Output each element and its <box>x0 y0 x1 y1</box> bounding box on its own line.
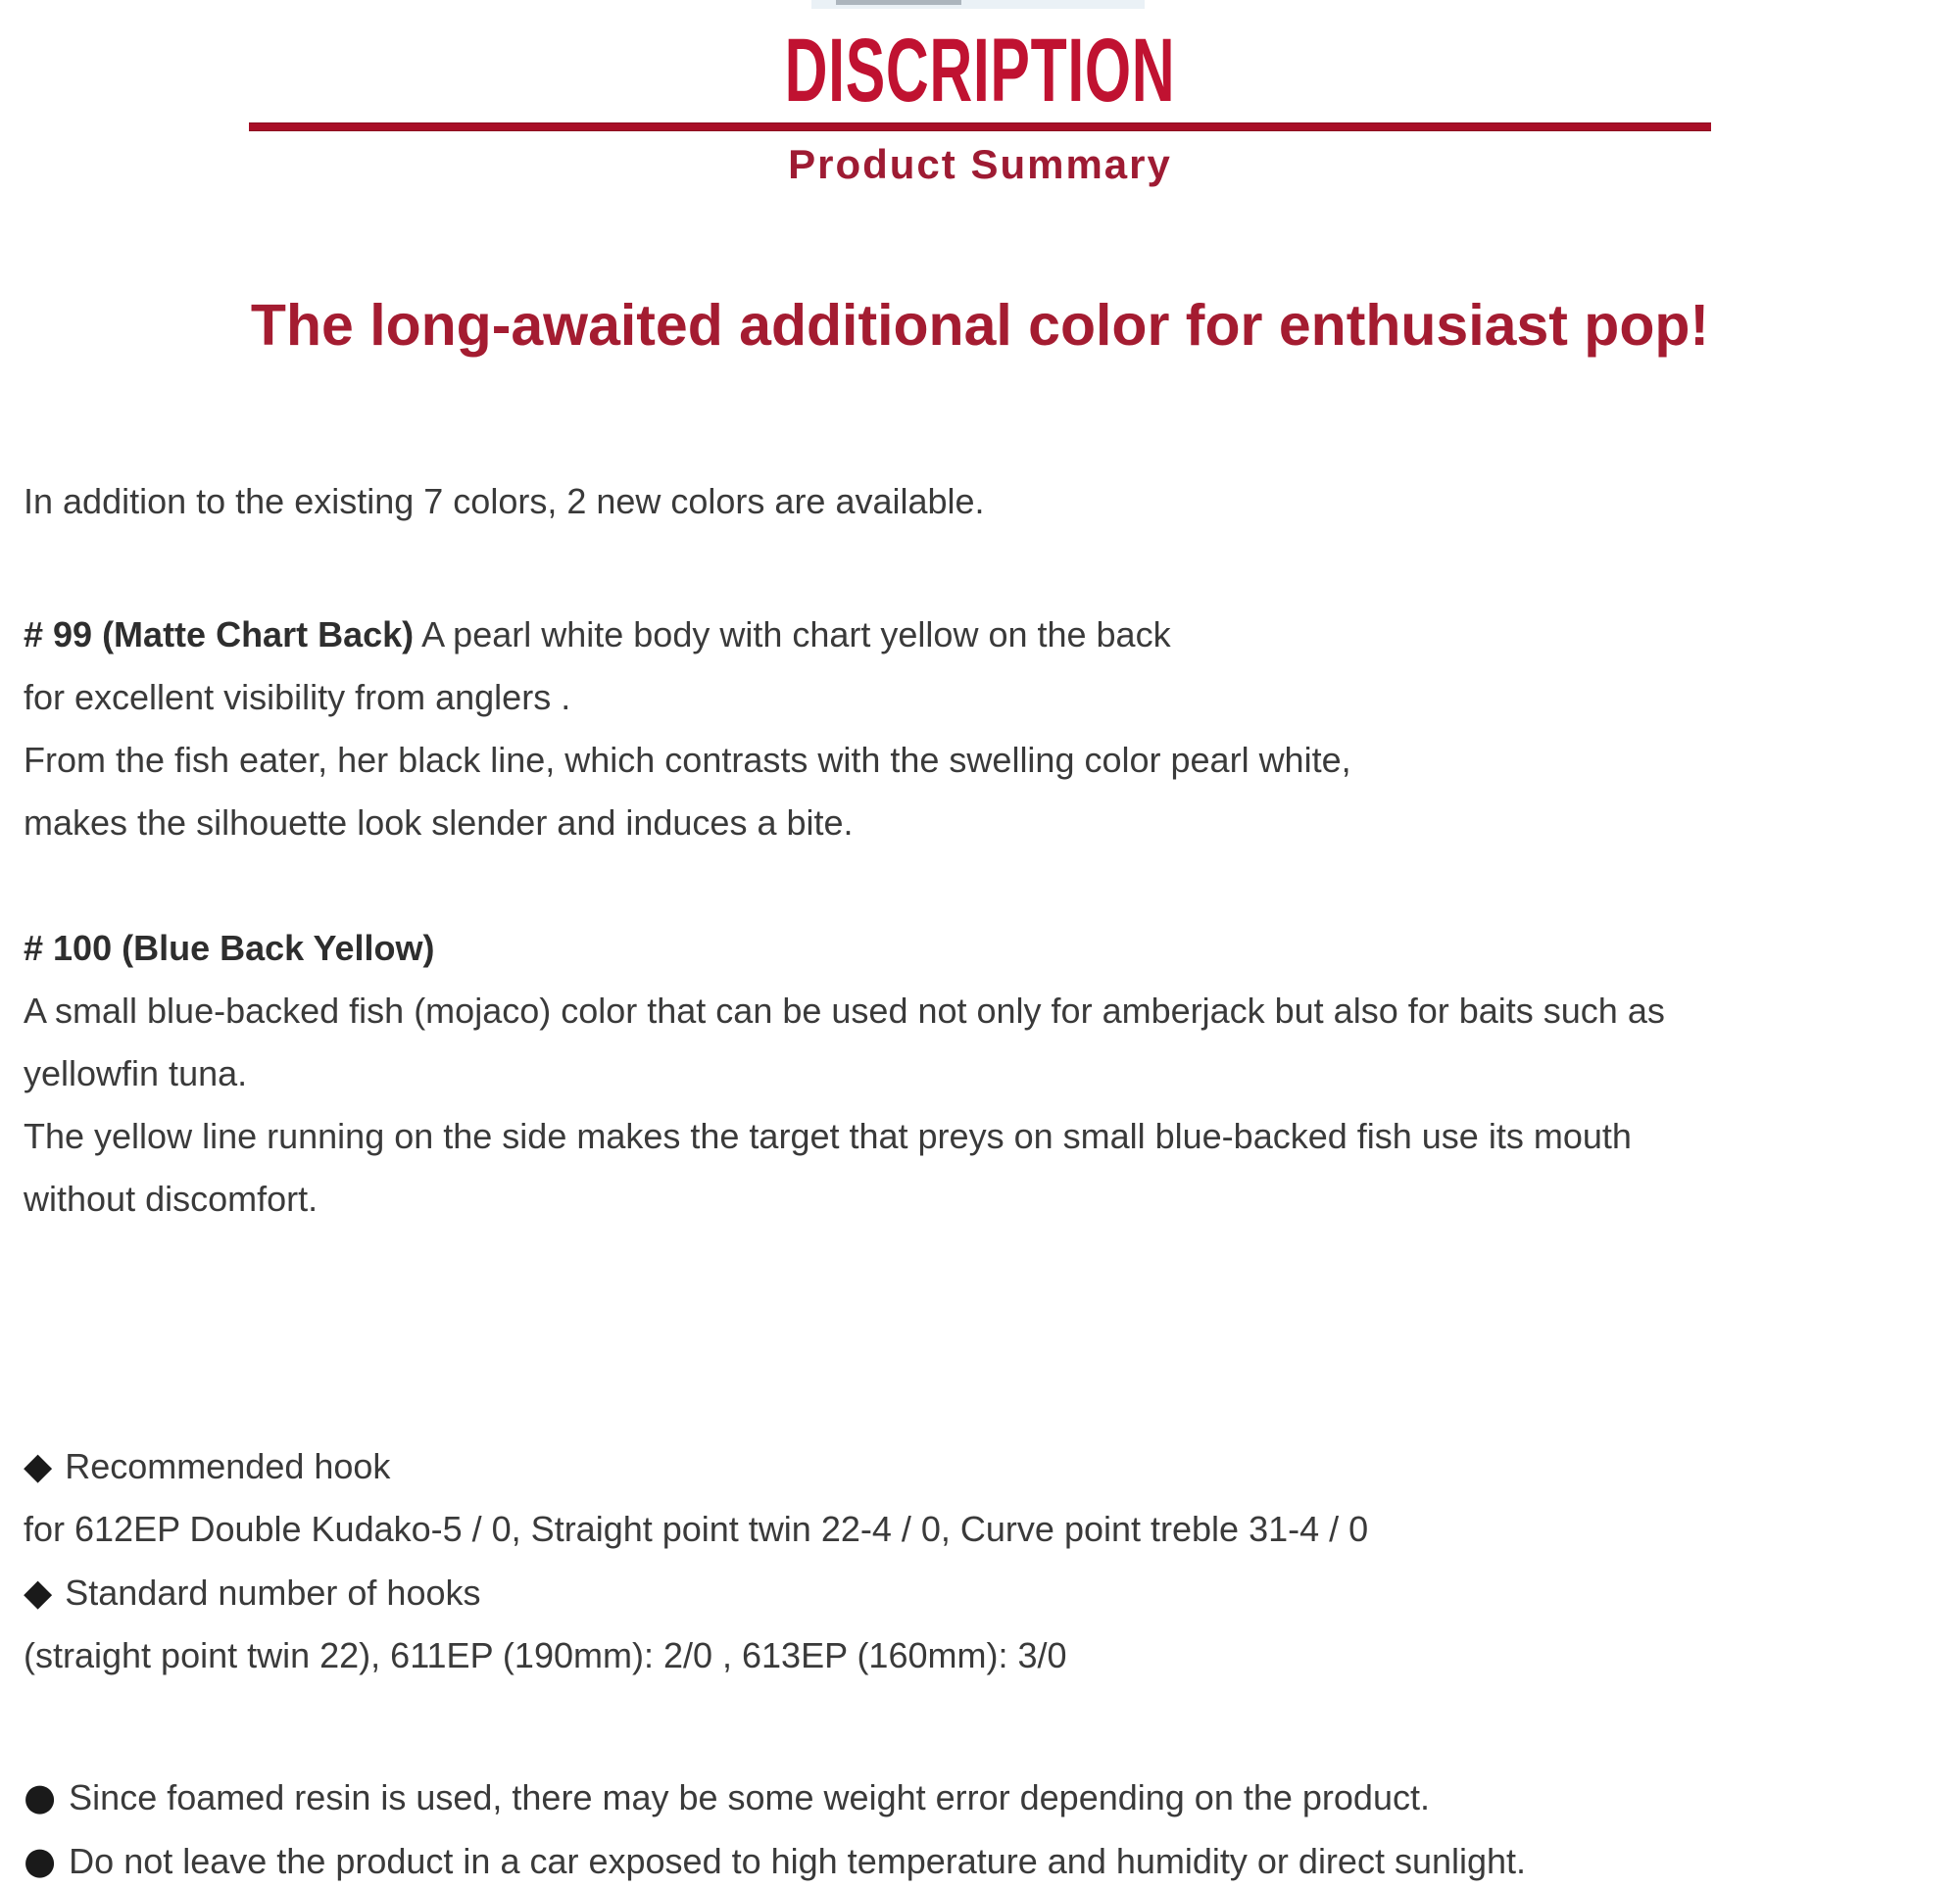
product-summary-heading: Product Summary <box>788 141 1172 187</box>
standard-hooks-detail: (straight point twin 22), 611EP (190mm): 2/0 , 613EP (160mm): 3/0 <box>24 1635 1067 1675</box>
description-body <box>0 470 1960 1888</box>
color-100-line-1: A small blue-backed fish (mojaco) color that can be used not only for amberjack but also for baits such as <box>24 991 1665 1031</box>
diamond-bullet-icon: ◆ <box>24 1444 53 1487</box>
notes-section <box>24 1766 1960 1888</box>
description-header <box>0 0 1960 188</box>
diamond-bullet-icon: ◆ <box>24 1571 53 1614</box>
circle-bullet-icon: ● <box>24 1775 57 1818</box>
section-title-text: DISCRIPTION <box>784 21 1176 121</box>
header-divider <box>249 122 1711 131</box>
note-storage-warning <box>24 1829 1960 1888</box>
color-99-line-1 <box>24 604 1960 666</box>
color-99-line-4: makes the silhouette look slender and induces a bite. <box>24 802 854 843</box>
circle-bullet-icon: ● <box>24 1839 57 1882</box>
color-100-line-3: The yellow line running on the side makes the target that preys on small blue-backed fish use its mouth <box>24 1116 1632 1156</box>
color-100-line-2: yellowfin tuna. <box>24 1053 248 1093</box>
color-100-paragraph <box>24 917 1960 1231</box>
hooks-section <box>24 1434 1960 1687</box>
color-99-line-3: From the fish eater, her black line, which contrasts with the swelling color pearl white, <box>24 740 1351 780</box>
recommended-hook-detail: for 612EP Double Kudako-5 / 0, Straight point twin 22-4 / 0, Curve point treble 31-4 / 0 <box>24 1509 1369 1549</box>
note-storage-warning-text: Do not leave the product in a car exposed to high temperature and humidity or direct sunlight. <box>69 1841 1527 1881</box>
color-99-paragraph <box>24 604 1960 854</box>
color-100-line-4: without discomfort. <box>24 1179 318 1219</box>
headline: The long-awaited additional color for enthusiast pop! <box>250 293 1710 358</box>
recommended-hook-line <box>24 1434 1960 1498</box>
color-99-label: # 99 (Matte Chart Back) <box>24 614 415 654</box>
color-99-desc: A pearl white body with chart yellow on the back <box>421 614 1171 654</box>
standard-hooks-label: Standard number of hooks <box>65 1573 481 1613</box>
note-weight-error <box>24 1766 1960 1829</box>
standard-hooks-line <box>24 1561 1960 1624</box>
cropped-image-edge <box>811 0 1145 9</box>
section-title <box>0 21 1960 121</box>
color-100-label: # 100 (Blue Back Yellow) <box>24 928 435 968</box>
note-weight-error-text: Since foamed resin is used, there may be some weight error depending on the product. <box>69 1777 1430 1817</box>
cropped-image-edge-dark <box>836 0 961 5</box>
recommended-hook-label: Recommended hook <box>65 1446 391 1486</box>
intro-paragraph: In addition to the existing 7 colors, 2 new colors are available. <box>24 481 985 521</box>
color-99-line-2: for excellent visibility from anglers . <box>24 677 571 717</box>
